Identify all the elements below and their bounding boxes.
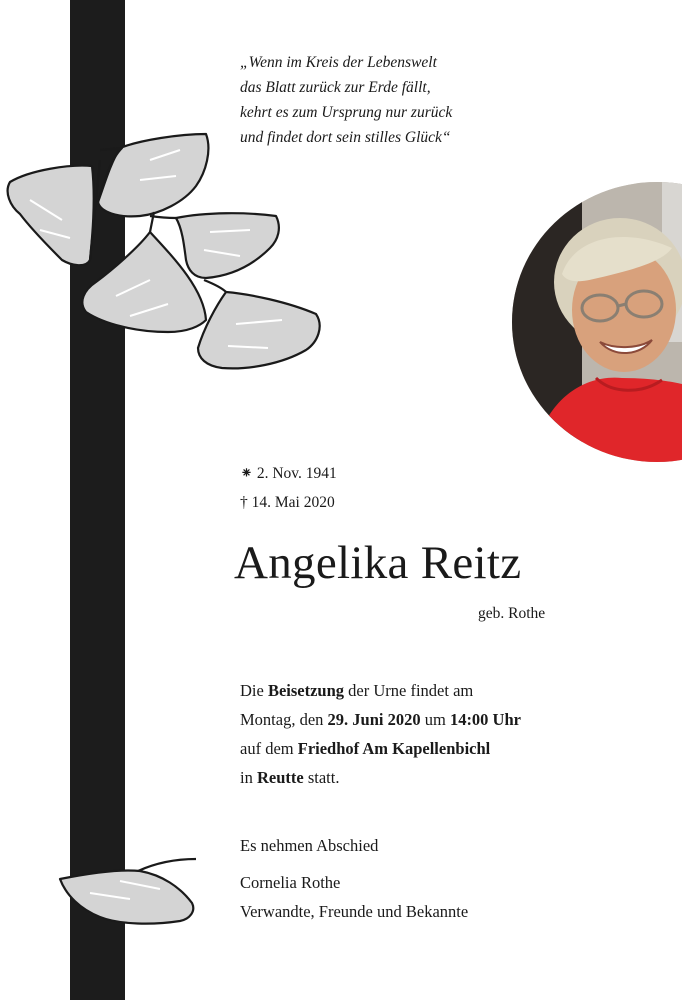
burial-date: 29. Juni 2020 xyxy=(327,710,421,729)
notice-line xyxy=(240,676,640,705)
deceased-name: Angelika Reitz xyxy=(234,537,522,589)
notice-line xyxy=(240,734,640,763)
burial-place: Friedhof Am Kapellenbichl xyxy=(297,739,491,758)
mourner-name: Verwandte, Freunde und Bekannte xyxy=(240,902,469,921)
memorial-quote xyxy=(240,50,560,150)
text: auf dem xyxy=(240,739,298,758)
quote-line: „Wenn im Kreis der Lebenswelt xyxy=(240,54,437,71)
notice-line xyxy=(240,763,640,792)
mourner-name: Cornelia Rothe xyxy=(240,873,341,892)
farewell-heading: Es nehmen Abschied xyxy=(240,836,379,855)
notice-line xyxy=(240,705,640,734)
ginkgo-leaf-icon xyxy=(198,280,320,368)
emphasis: Beisetzung xyxy=(267,681,345,700)
portrait-photo xyxy=(512,182,682,462)
text: um xyxy=(420,710,450,729)
ginkgo-leaf-icon xyxy=(50,845,210,935)
ginkgo-leaves-cluster xyxy=(0,120,340,390)
text: Montag, den xyxy=(240,710,328,729)
ginkgo-leaf-icon xyxy=(98,134,208,216)
burial-notice xyxy=(240,676,640,792)
death-date: † 14. Mai 2020 xyxy=(240,494,335,511)
text: der Urne findet am xyxy=(344,681,474,700)
life-dates xyxy=(240,459,337,517)
quote-line: und findet dort sein stilles Glück“ xyxy=(240,129,451,146)
quote-line: das Blatt zurück zur Erde fällt, xyxy=(240,79,431,96)
text: Die xyxy=(240,681,268,700)
burial-town: Reutte xyxy=(256,768,304,787)
farewell-block xyxy=(240,831,468,926)
text: statt. xyxy=(303,768,340,787)
burial-time: 14:00 Uhr xyxy=(449,710,521,729)
quote-line: kehrt es zum Ursprung nur zurück xyxy=(240,104,453,121)
ginkgo-leaf-icon xyxy=(8,160,100,265)
maiden-name: geb. Rothe xyxy=(478,605,546,622)
text: in xyxy=(240,768,257,787)
birth-date: ⁕ 2. Nov. 1941 xyxy=(240,465,337,482)
